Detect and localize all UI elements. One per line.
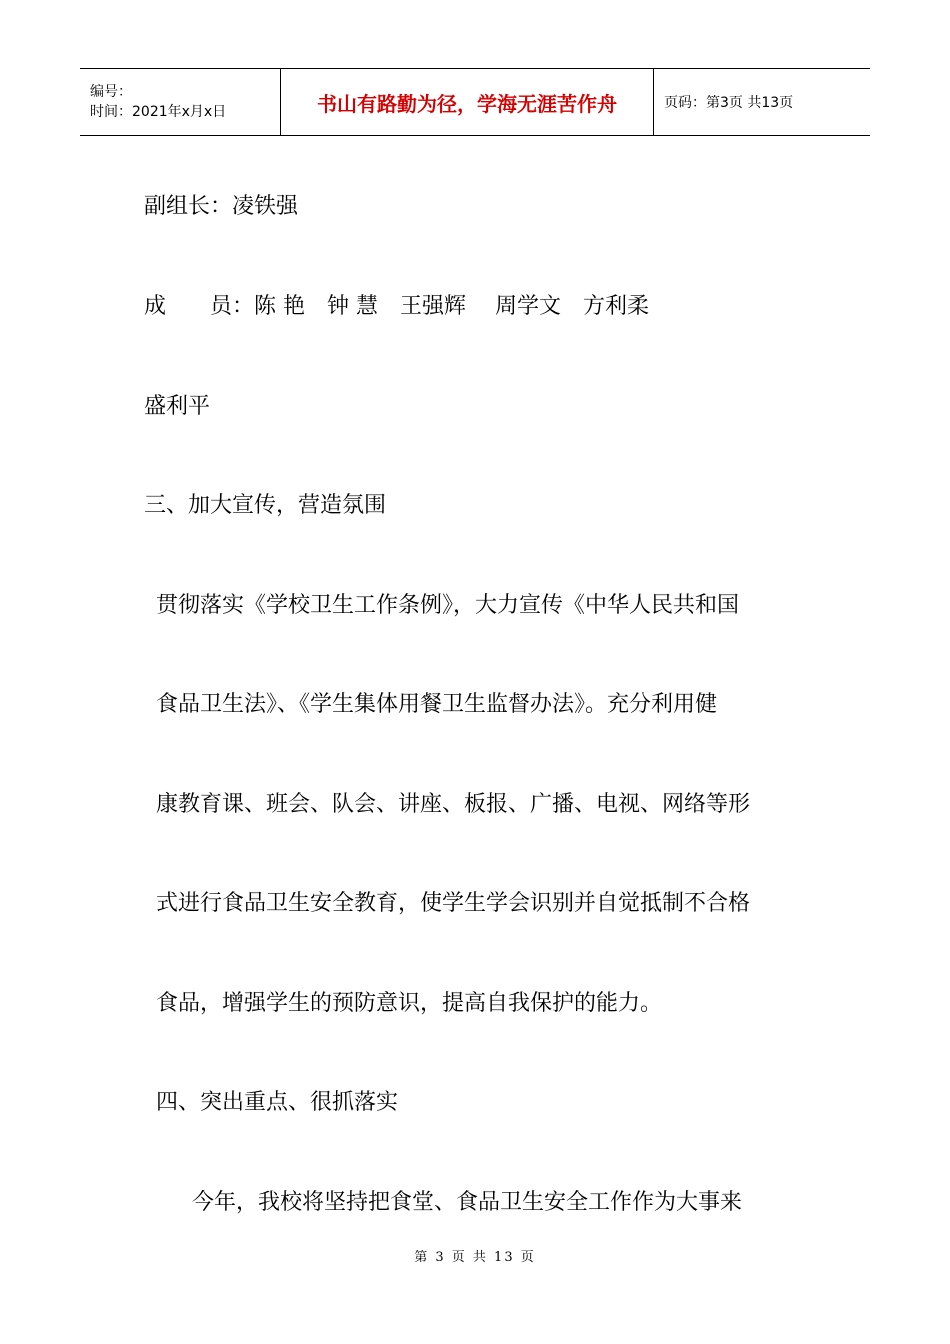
paragraph-line: 食品，增强学生的预防意识，提高自我保护的能力。 — [156, 991, 663, 1016]
page-info-text: 页码：第3页 共13页 — [664, 95, 794, 111]
header-meta — [80, 69, 281, 135]
members-line: 成 员：陈 艳 钟 慧 王强辉 周学文 方利柔 — [144, 294, 649, 319]
serial-number-label: 编号： — [90, 84, 132, 100]
document-header — [80, 68, 870, 136]
date-label: 时间：2021年x月x日 — [90, 104, 227, 120]
paragraph-line: 贯彻落实《学校卫生工作条例》，大力宣传《中华人民共和国 — [156, 593, 740, 618]
section-3-heading: 三、加大宣传，营造氛围 — [144, 493, 387, 518]
paragraph-line: 式进行食品卫生安全教育，使学生学会识别并自觉抵制不合格 — [156, 891, 751, 916]
page-footer: 第 3 页 共 13 页 — [414, 1250, 536, 1265]
paragraph-line: 康教育课、班会、队会、讲座、板报、广播、电视、网络等形 — [156, 792, 751, 817]
section-4-heading: 四、突出重点、很抓落实 — [156, 1090, 399, 1115]
motto-text: 书山有路勤为径，学海无涯苦作舟 — [317, 91, 617, 116]
vice-leader-line: 副组长：凌铁强 — [144, 194, 299, 219]
paragraph-line: 食品卫生法》、《学生集体用餐卫生监督办法》。充分利用健 — [156, 692, 718, 717]
header-page-info — [654, 69, 870, 135]
header-motto — [281, 69, 654, 135]
paragraph-line: 今年，我校将坚持把食堂、食品卫生安全工作作为大事来 — [192, 1190, 743, 1215]
members-continuation: 盛利平 — [144, 394, 211, 419]
